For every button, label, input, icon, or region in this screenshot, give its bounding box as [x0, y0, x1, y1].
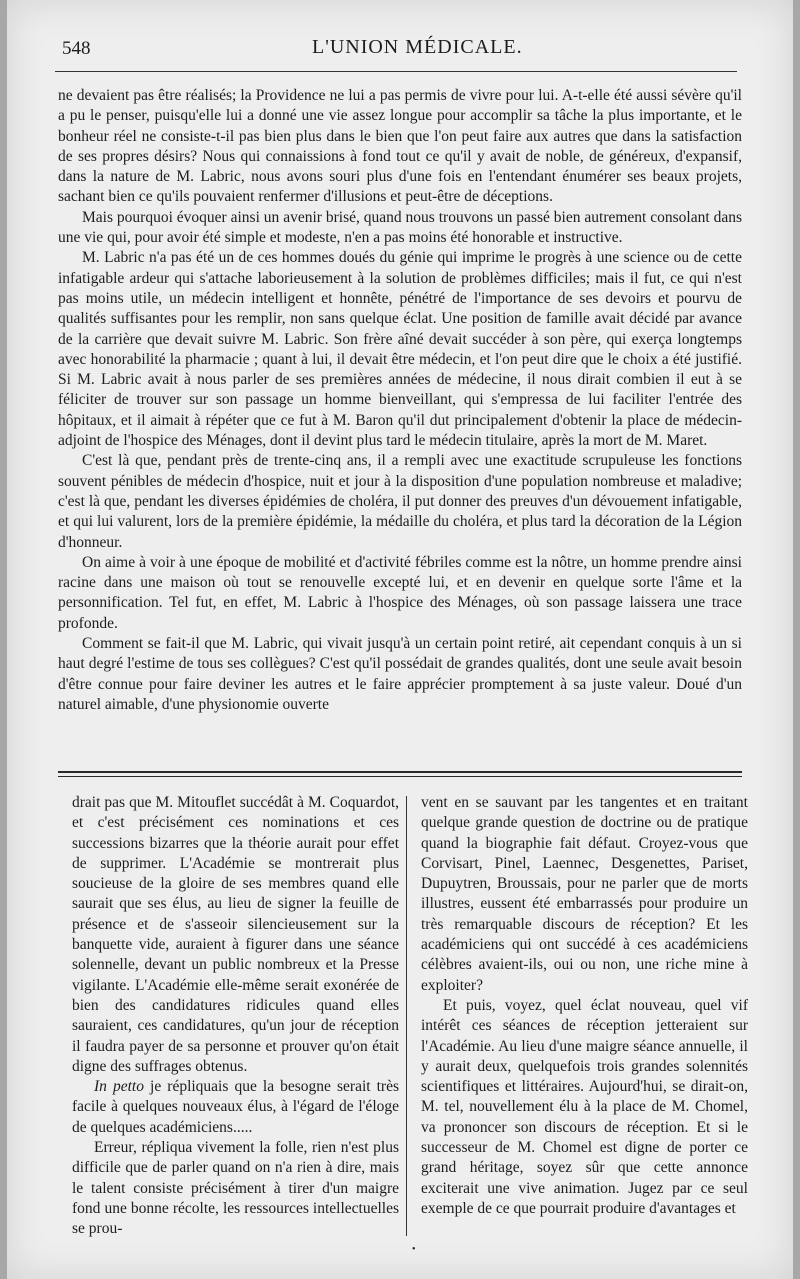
- main-article: [58, 86, 742, 715]
- paragraph: Erreur, répliqua vivement la folle, rien n'est plus difficile que de parler quand on n'a rien à dire, mais le talent consiste précisément à tirer d'un maigre fond une bonne récolte, les ressources intellectuelles se prou-: [72, 1139, 399, 1238]
- page-header: [62, 32, 752, 62]
- section-divider: [58, 771, 742, 777]
- paragraph: drait pas que M. Mitouflet succédât à M. Coquardot, et c'est précisément ces nominations et ces successions bizarres que la théorie aurait pour effet de supprimer. L'Académie se montrerait plus soucieuse de la gloire de ses membres quand elle saurait que ses élus, au lieu de signer la feuille de présence et de s'asseoir silencieusement sur la banquette vide, auraient à figurer dans une séance solennelle, devant un public nombreux et la Presse vigilante. L'Académie elle-même serait exonérée de bien des candidatures ridicules quand elles sauraient, ces candidatures, qu'un jour de réception il faudra payer de sa personne et prouver qu'on était digne des suffrages obtenus.: [72, 794, 399, 1075]
- column-divider: [406, 796, 407, 1236]
- paragraph: C'est là que, pendant près de trente-cinq ans, il a rempli avec une exactitude scrupuleuse les fonctions souvent pénibles de médecin d'hospice, nuit et jour à la disposition d'une population nombreuse et maladive; c'est là que, pendant les diverses épidémies de choléra, il put donner des preuves d'un dévouement infatigable, et qui lui valurent, lors de la première épidémie, la médaille du choléra, et plus tard la décoration de la Légion d'honneur.: [58, 452, 742, 551]
- paragraph: Mais pourquoi évoquer ainsi un avenir brisé, quand nous trouvons un passé bien autrement consolant dans une vie qui, pour avoir été simple et modeste, n'en a pas moins été honorable et instructive.: [58, 208, 742, 247]
- feuilleton-right-column: [421, 793, 748, 1219]
- header-rule: [55, 71, 737, 72]
- feuilleton-left-column: [72, 793, 399, 1240]
- page-number: 548: [62, 38, 91, 59]
- paragraph: M. Labric n'a pas été un de ces hommes doués du génie qui imprime le progrès à une science ou de cette infatigable ardeur qui s'attache laborieusement à la solution de problèmes difficiles; mais il fut, ce qui n'est pas moins utile, un médecin intelligent et honnête, pénétré de l'importance de ses devoirs et pourvu de qualités suffisantes pour les remplir, non sans quelque éclat. Une position de famille avait décidé par avance de la carrière que devait suivre M. Labric. Son frère aîné devait succéder à son père, qui exerça longtemps avec honorabilité la pharmacie ; quant à lui, il devait être médecin, et l'on peut dire que le choix a été justifié. Si M. Labric avait à nous parler de ses premières années de médecine, il nous dirait combien il eut à se féliciter de trouver sur son passage un homme bienveillant, qui s'empressa de lui faciliter l'entrée des hôpitaux, et il aimait à répéter que ce fut à M. Baron qu'il dut principalement d'obtenir la place de médecin-adjoint de l'hospice des Ménages, dont il devint plus tard le médecin titulaire, après la mort de M. Maret.: [58, 249, 742, 450]
- paragraph-text: je répliquais que la besogne serait très facile à quelques nouveaux élus, à l'égard de l'éloge de quelques académiciens.....: [72, 1078, 399, 1136]
- italic-phrase: In petto: [94, 1078, 144, 1096]
- bottom-mark: •: [412, 1244, 416, 1255]
- paragraph: [72, 1077, 399, 1138]
- paragraph: On aime à voir à une époque de mobilité et d'activité fébriles comme est la nôtre, un homme prendre ainsi racine dans une maison où tout se renouvelle excepté lui, et en devenir en quelque sorte l'âme et la personnification. Tel fut, en effet, M. Labric à l'hospice des Ménages, où son passage laissera une trace profonde.: [58, 553, 742, 632]
- paragraph: vent en se sauvant par les tangentes et en traitant quelque grande question de doctrine ou de pratique quand la biographie fait défaut. Croyez-vous que Corvisart, Pinel, Laennec, Desgenettes, Pariset, Dupuytren, Broussais, pour ne parler que de morts illustres, eussent été embarrassés pour produire un très remarquable discours de réception? Et les académiciens qui ont succédé à ces académiciens célèbres avaient-ils, oui ou non, une riche mine à exploiter?: [421, 794, 748, 994]
- paragraph: Comment se fait-il que M. Labric, qui vivait jusqu'à un certain point retiré, ait cependant conquis à un si haut degré l'estime de tous ses collègues? C'est qu'il possédait de grandes qualités, dont une seule avait besoin d'être connue pour faire deviner les autres et le faire apprécier promptement à sa juste valeur. Doué d'un naturel aimable, d'une physionomie ouverte: [58, 635, 742, 713]
- paragraph: Et puis, voyez, quel éclat nouveau, quel vif intérêt ces séances de réception jetteraient sur l'Académie. Au lieu d'une maigre séance annuelle, il y aurait deux, quelquefois trois grandes solennités scientifiques et littéraires. Aujourd'hui, se dirait-on, M. tel, nouvellement élu à la place de M. Chomel, va prononcer son discours de réception. Et si le successeur de M. Chomel est digne de porter ce grand héritage, soyez sûr que cette annonce exciterait une vive animation. Jugez par ce seul exemple de ce que pourrait produire d'avantages et: [421, 996, 748, 1217]
- paragraph: ne devaient pas être réalisés; la Providence ne lui a pas permis de vivre pour lui. A-t-elle été aussi sévère qu'il a pu le penser, puisqu'elle lui a donné une vie assez longue pour accomplir sa tâche la plus importante, et le bonheur réel ne consiste-t-il pas bien plus dans le bien que l'on peut faire aux autres que dans la satisfaction de ses propres désirs? Nous qui connaissions à fond tout ce qu'il y avait de noble, de généreux, d'expansif, dans la nature de M. Labric, nous avons souri plus d'une fois en l'entendant énumérer ses beaux projets, sachant bien ce qu'ils pouvaient renfermer d'illusions et peut-être de déceptions.: [58, 87, 742, 206]
- running-title: L'UNION MÉDICALE.: [312, 36, 523, 58]
